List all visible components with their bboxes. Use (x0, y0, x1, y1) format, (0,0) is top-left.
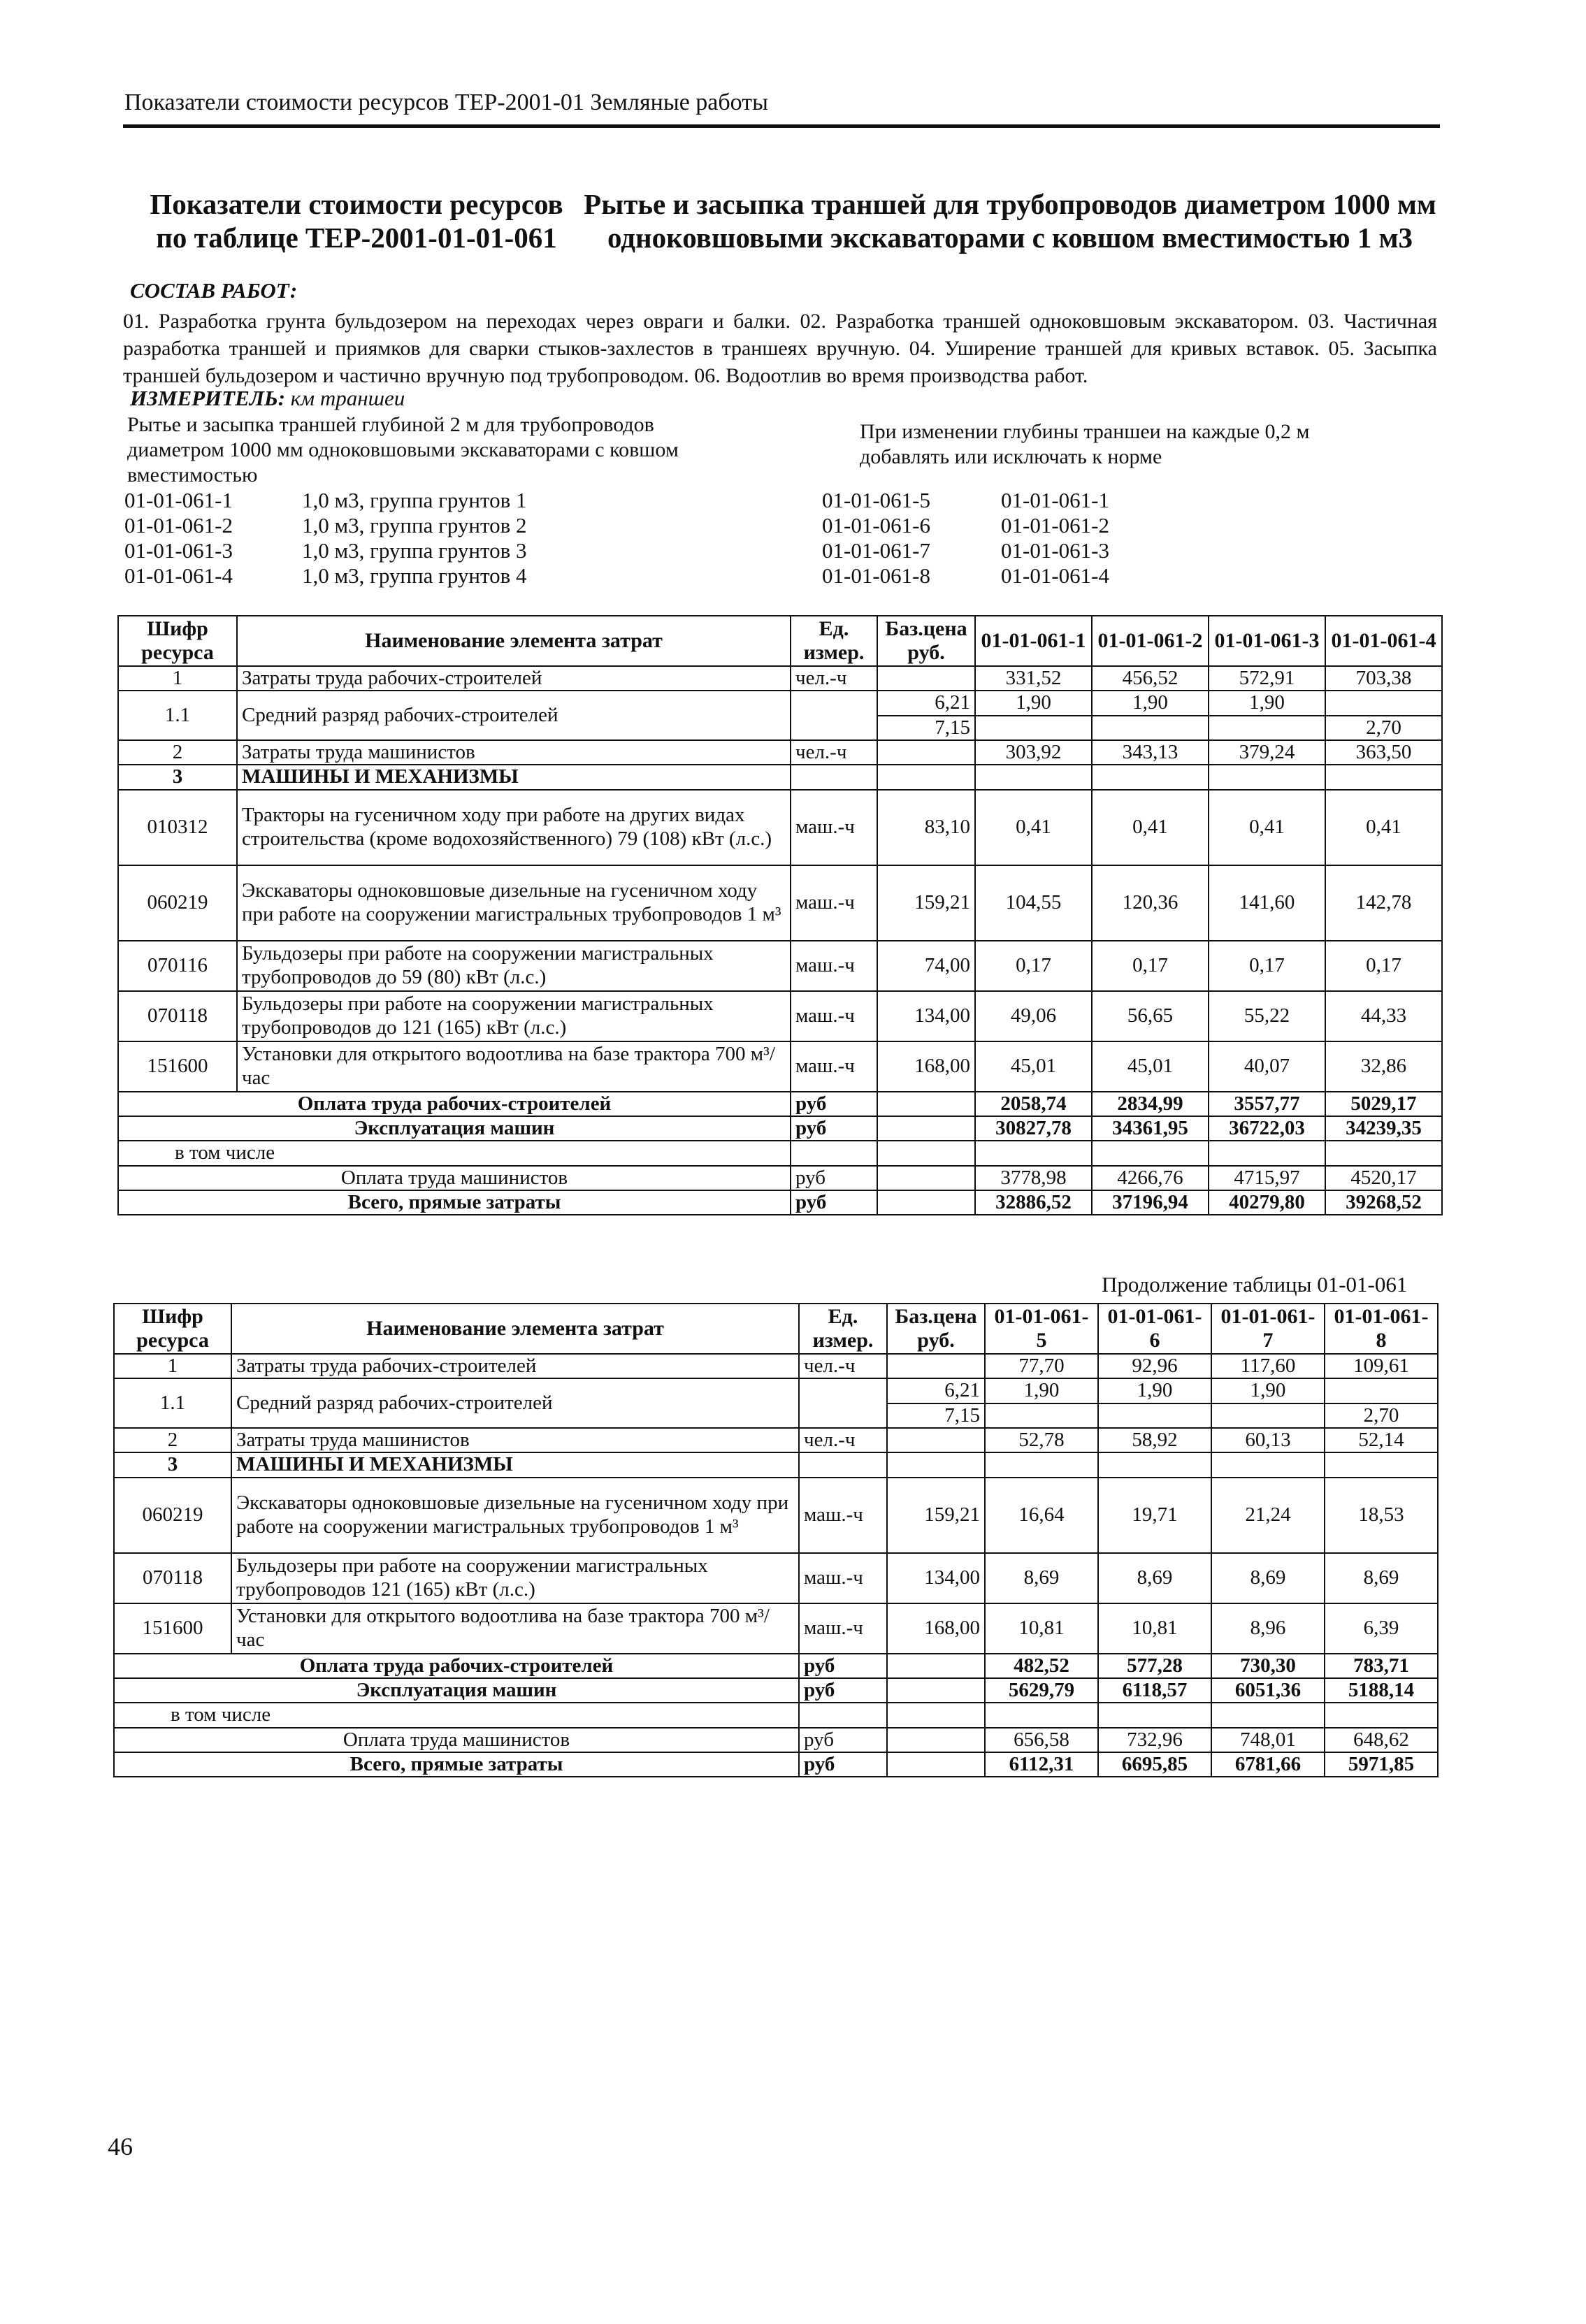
row-code: 010312 (118, 790, 237, 865)
row-value (985, 1452, 1098, 1477)
row-value: 1,90 (1209, 691, 1325, 715)
row-value (975, 716, 1092, 740)
row-name: Бульдозеры при работе на сооружении магистральных трубопроводов 121 (165) кВт (л.с.) (231, 1553, 799, 1603)
row-value: 572,91 (1209, 666, 1325, 691)
summary-value: 36722,03 (1209, 1116, 1325, 1141)
summary-unit: руб (791, 1092, 877, 1116)
row-value: 117,60 (1211, 1354, 1325, 1378)
header-col: 01-01-061-5 (985, 1304, 1098, 1354)
summary-value: 6051,36 (1211, 1678, 1325, 1703)
row-name: Экскаваторы одноковшовые дизельные на гусеничном ходу при работе на сооружении магистральных трубопроводов 1 м³ (231, 1478, 799, 1553)
row-price: 74,00 (877, 941, 975, 991)
summary-value: 4520,17 (1325, 1166, 1442, 1190)
row-code: 151600 (114, 1603, 231, 1654)
row-unit: маш.-ч (791, 1041, 877, 1092)
summary-value: 656,58 (985, 1728, 1098, 1752)
summary-value: 39268,52 (1325, 1190, 1442, 1215)
summary-value: 577,28 (1098, 1654, 1211, 1678)
running-header: Показатели стоимости ресурсов ТЕР-2001-01 Земляные работы (124, 89, 768, 115)
summary-name: Оплата труда рабочих-строителей (114, 1654, 799, 1678)
row-code: 070118 (118, 991, 237, 1041)
summary-value: 2058,74 (975, 1092, 1092, 1116)
row-value (1098, 1403, 1211, 1428)
row-price: 159,21 (887, 1478, 985, 1553)
row-name: Средний разряд рабочих-строителей (237, 691, 791, 740)
row-value: 1,90 (1211, 1378, 1325, 1403)
table-row (118, 765, 1442, 789)
summary-name: Всего, прямые затраты (114, 1752, 799, 1777)
summary-value: 783,71 (1325, 1654, 1438, 1678)
summary-value (1211, 1703, 1325, 1727)
table-row (114, 1378, 1438, 1403)
row-value: 703,38 (1325, 666, 1442, 691)
summary-unit (791, 1141, 877, 1165)
row-value: 104,55 (975, 865, 1092, 941)
summary-row (114, 1752, 1438, 1777)
summary-unit: руб (791, 1116, 877, 1141)
summary-value: 34239,35 (1325, 1116, 1442, 1141)
summary-value: 4715,97 (1209, 1166, 1325, 1190)
header-price: Баз.цена руб. (887, 1304, 985, 1354)
header-code: Шифр ресурса (114, 1304, 231, 1354)
summary-unit: руб (791, 1166, 877, 1190)
row-value: 109,61 (1325, 1354, 1438, 1378)
row-value: 1,90 (1098, 1378, 1211, 1403)
row-value: 45,01 (975, 1041, 1092, 1092)
header-code: Шифр ресурса (118, 616, 237, 666)
summary-name: Оплата труда машинистов (114, 1728, 799, 1752)
row-value: 45,01 (1092, 1041, 1209, 1092)
row-value: 18,53 (1325, 1478, 1438, 1553)
code: 01-01-061-6 (822, 513, 930, 537)
block-right-title: При изменении глубины траншеи на каждые 0,2 м добавлять или исключать к норме (860, 420, 1310, 468)
row-code: 1 (118, 666, 237, 691)
row-price (877, 1141, 975, 1165)
row-value: 363,50 (1325, 740, 1442, 765)
row-value: 52,78 (985, 1428, 1098, 1452)
table-row (114, 1553, 1438, 1603)
row-price: 7,15 (887, 1403, 985, 1428)
row-value: 8,69 (985, 1553, 1098, 1603)
row-price: 159,21 (877, 865, 975, 941)
row-value: 92,96 (1098, 1354, 1211, 1378)
summary-name: Эксплуатация машин (114, 1678, 799, 1703)
summary-value (985, 1703, 1098, 1727)
row-unit: маш.-ч (799, 1478, 887, 1553)
row-unit: чел.-ч (799, 1354, 887, 1378)
table-row (114, 1354, 1438, 1378)
row-value: 40,07 (1209, 1041, 1325, 1092)
page-number: 46 (108, 2132, 133, 2160)
summary-value: 6118,57 (1098, 1678, 1211, 1703)
row-name: Затраты труда рабочих-строителей (237, 666, 791, 691)
summary-value (1098, 1703, 1211, 1727)
meter-label: ИЗМЕРИТЕЛЬ: (130, 386, 286, 410)
summary-unit: руб (799, 1654, 887, 1678)
summary-value: 3778,98 (975, 1166, 1092, 1190)
table-row (114, 1452, 1438, 1477)
summary-value: 732,96 (1098, 1728, 1211, 1752)
row-unit (791, 765, 877, 789)
summary-row (114, 1678, 1438, 1703)
row-value: 142,78 (1325, 865, 1442, 941)
summary-value: 30827,78 (975, 1116, 1092, 1141)
row-name: Бульдозеры при работе на сооружении магистральных трубопроводов до 59 (80) кВт (л.с.) (237, 941, 791, 991)
summary-value: 34361,95 (1092, 1116, 1209, 1141)
row-price: 168,00 (877, 1041, 975, 1092)
row-value: 456,52 (1092, 666, 1209, 691)
summary-row (118, 1166, 1442, 1190)
summary-value: 5029,17 (1325, 1092, 1442, 1116)
table-row (118, 991, 1442, 1041)
code-ref: 01-01-061-4 (1001, 563, 1109, 588)
table-row (118, 691, 1442, 715)
header-unit: Ед. измер. (791, 616, 877, 666)
summary-unit: руб (799, 1678, 887, 1703)
row-code: 060219 (114, 1478, 231, 1553)
header-col: 01-01-061-2 (1092, 616, 1209, 666)
section-heading: МАШИНЫ И МЕХАНИЗМЫ (231, 1452, 799, 1477)
summary-name: Эксплуатация машин (118, 1116, 791, 1141)
table-header-row (114, 1304, 1438, 1354)
summary-value: 730,30 (1211, 1654, 1325, 1678)
row-price (887, 1752, 985, 1777)
table-row (118, 740, 1442, 765)
row-price (887, 1728, 985, 1752)
summary-value: 3557,77 (1209, 1092, 1325, 1116)
header-price: Баз.цена руб. (877, 616, 975, 666)
header-col: 01-01-061-6 (1098, 1304, 1211, 1354)
row-unit: маш.-ч (791, 991, 877, 1041)
row-price (877, 1116, 975, 1141)
summary-value: 6781,66 (1211, 1752, 1325, 1777)
table-title: Показатели стоимости ресурсов по таблице ТЕР-2001-01-01-061 (150, 188, 563, 254)
row-name: Установки для открытого водоотлива на базе трактора 700 м³/час (237, 1041, 791, 1092)
code: 01-01-061-4 (124, 563, 233, 588)
row-unit: маш.-ч (799, 1603, 887, 1654)
code-description: 1,0 м3, группа грунтов 3 (302, 538, 527, 563)
row-value (1325, 1452, 1438, 1477)
cost-table-2 (113, 1303, 1439, 1777)
row-name: Затраты труда рабочих-строителей (231, 1354, 799, 1378)
summary-value (1209, 1141, 1325, 1165)
code-list-right-1 (822, 488, 1109, 513)
row-unit: маш.-ч (791, 941, 877, 991)
code-ref: 01-01-061-1 (1001, 488, 1109, 512)
code: 01-01-061-5 (822, 488, 930, 512)
row-unit: маш.-ч (799, 1553, 887, 1603)
row-value: 0,41 (975, 790, 1092, 865)
header-rule (123, 124, 1440, 128)
row-price: 83,10 (877, 790, 975, 865)
code-list-right-4 (822, 563, 1109, 589)
row-value (1209, 716, 1325, 740)
table-row (118, 865, 1442, 941)
header-name: Наименование элемента затрат (231, 1304, 799, 1354)
code: 01-01-061-3 (124, 538, 233, 563)
summary-name: Оплата труда машинистов (118, 1166, 791, 1190)
row-price (877, 1092, 975, 1116)
code: 01-01-061-2 (124, 513, 233, 537)
code-ref: 01-01-061-2 (1001, 513, 1109, 537)
summary-unit: руб (791, 1190, 877, 1215)
row-name: Тракторы на гусеничном ходу при работе на других видах строительства (кроме водохозяйственного) 79 (108) кВт (л.с.) (237, 790, 791, 865)
row-code: 151600 (118, 1041, 237, 1092)
row-unit: маш.-ч (791, 790, 877, 865)
row-value: 0,41 (1092, 790, 1209, 865)
header-col: 01-01-061-7 (1211, 1304, 1325, 1354)
summary-value: 6112,31 (985, 1752, 1098, 1777)
code-list-left-2 (124, 513, 527, 538)
row-price (877, 1166, 975, 1190)
row-code: 070116 (118, 941, 237, 991)
row-name: Установки для открытого водоотлива на базе трактора 700 м³/час (231, 1603, 799, 1654)
row-value: 55,22 (1209, 991, 1325, 1041)
header-col: 01-01-061-3 (1209, 616, 1325, 666)
cost-table-1 (117, 615, 1443, 1215)
row-price (877, 740, 975, 765)
row-value (985, 1403, 1098, 1428)
row-unit: чел.-ч (791, 666, 877, 691)
row-value (975, 765, 1092, 789)
table-row (114, 1478, 1438, 1553)
row-name: Затраты труда машинистов (231, 1428, 799, 1452)
summary-row (114, 1654, 1438, 1678)
row-price (887, 1428, 985, 1452)
row-value: 52,14 (1325, 1428, 1438, 1452)
row-unit (799, 1378, 887, 1428)
header-col: 01-01-061-8 (1325, 1304, 1438, 1354)
summary-value: 40279,80 (1209, 1190, 1325, 1215)
row-value (1325, 691, 1442, 715)
summary-unit (799, 1703, 887, 1727)
meter-value: км траншеи (290, 386, 405, 410)
table-row (114, 1603, 1438, 1654)
summary-value: 5629,79 (985, 1678, 1098, 1703)
summary-value: 4266,76 (1092, 1166, 1209, 1190)
row-value: 60,13 (1211, 1428, 1325, 1452)
table-row (118, 790, 1442, 865)
header-unit: Ед. измер. (799, 1304, 887, 1354)
row-code: 070118 (114, 1553, 231, 1603)
code-description: 1,0 м3, группа грунтов 4 (302, 563, 527, 588)
row-value: 0,41 (1209, 790, 1325, 865)
header-col: 01-01-061-4 (1325, 616, 1442, 666)
code-list-right-3 (822, 538, 1109, 563)
row-unit: чел.-ч (799, 1428, 887, 1452)
code-description: 1,0 м3, группа грунтов 2 (302, 513, 527, 537)
meter-line (130, 386, 405, 411)
row-unit (799, 1452, 887, 1477)
table-row (118, 666, 1442, 691)
row-value: 0,17 (1325, 941, 1442, 991)
table-row (114, 1428, 1438, 1452)
row-value: 56,65 (1092, 991, 1209, 1041)
row-value: 331,52 (975, 666, 1092, 691)
header-col: 01-01-061-1 (975, 616, 1092, 666)
row-unit: чел.-ч (791, 740, 877, 765)
row-value: 0,17 (1092, 941, 1209, 991)
row-value: 120,36 (1092, 865, 1209, 941)
summary-name: в том числе (118, 1141, 791, 1165)
row-code: 1.1 (114, 1378, 231, 1428)
summary-value: 2834,99 (1092, 1092, 1209, 1116)
row-value: 0,17 (1209, 941, 1325, 991)
row-price (887, 1678, 985, 1703)
code-description: 1,0 м3, группа грунтов 1 (302, 488, 527, 512)
row-value: 10,81 (1098, 1603, 1211, 1654)
summary-value (1325, 1141, 1442, 1165)
row-value: 10,81 (985, 1603, 1098, 1654)
code-list-right-2 (822, 513, 1109, 538)
code-list-left-4 (124, 563, 527, 589)
summary-row (118, 1190, 1442, 1215)
summary-row (114, 1728, 1438, 1752)
row-unit: маш.-ч (791, 865, 877, 941)
row-price (877, 765, 975, 789)
row-value: 49,06 (975, 991, 1092, 1041)
row-price (887, 1354, 985, 1378)
header-name: Наименование элемента затрат (237, 616, 791, 666)
row-price (877, 1190, 975, 1215)
row-value: 0,41 (1325, 790, 1442, 865)
row-value (1211, 1452, 1325, 1477)
summary-value: 748,01 (1211, 1728, 1325, 1752)
summary-name: в том числе (114, 1703, 799, 1727)
row-code: 3 (114, 1452, 231, 1477)
row-code: 2 (114, 1428, 231, 1452)
row-value: 379,24 (1209, 740, 1325, 765)
works-description: 01. Разработка грунта бульдозером на переходах через овраги и балки. 02. Разработка траншей одноковшовым экскаватором. 03. Частичная разработка траншей и приямков для сварки стыков-захлестов в траншеях вручную. 04. Уширение траншей для кривых вставок. 05. Засыпка траншей бульдозером и частично вручную под трубопроводом. 06. Водоотлив во время производства работ. (123, 310, 1437, 387)
row-value: 58,92 (1098, 1428, 1211, 1452)
row-value: 2,70 (1325, 1403, 1438, 1428)
row-price: 6,21 (887, 1378, 985, 1403)
row-code: 1.1 (118, 691, 237, 740)
row-price (887, 1703, 985, 1727)
row-value: 77,70 (985, 1354, 1098, 1378)
code: 01-01-061-1 (124, 488, 233, 512)
row-code: 1 (114, 1354, 231, 1378)
summary-row (114, 1703, 1438, 1727)
row-unit (791, 691, 877, 740)
continuation-label: Продолжение таблицы 01-01-061 (1102, 1272, 1408, 1297)
summary-value (1325, 1703, 1438, 1727)
row-value: 1,90 (985, 1378, 1098, 1403)
row-value: 141,60 (1209, 865, 1325, 941)
row-value: 8,69 (1098, 1553, 1211, 1603)
row-value: 21,24 (1211, 1478, 1325, 1553)
row-value (1325, 765, 1442, 789)
row-code: 3 (118, 765, 237, 789)
row-value (1209, 765, 1325, 789)
row-price: 168,00 (887, 1603, 985, 1654)
row-value: 1,90 (975, 691, 1092, 715)
section-heading: МАШИНЫ И МЕХАНИЗМЫ (237, 765, 791, 789)
summary-row (118, 1116, 1442, 1141)
row-value: 1,90 (1092, 691, 1209, 715)
summary-unit: руб (799, 1728, 887, 1752)
summary-value: 37196,94 (1092, 1190, 1209, 1215)
row-value (1211, 1403, 1325, 1428)
summary-value: 648,62 (1325, 1728, 1438, 1752)
row-price: 7,15 (877, 716, 975, 740)
works-label: СОСТАВ РАБОТ: (130, 278, 298, 303)
summary-value (1092, 1141, 1209, 1165)
table-header-row (118, 616, 1442, 666)
block-left-title: Рытье и засыпка траншей глубиной 2 м для трубопроводов диаметром 1000 мм одноковшовыми экскаваторами с ковшом вместимостью (127, 413, 679, 486)
table-row (118, 941, 1442, 991)
row-value: 8,69 (1211, 1553, 1325, 1603)
summary-value (975, 1141, 1092, 1165)
row-value (1325, 1378, 1438, 1403)
row-value (1098, 1452, 1211, 1477)
summary-value: 32886,52 (975, 1190, 1092, 1215)
row-value: 0,17 (975, 941, 1092, 991)
code-list-left-1 (124, 488, 527, 513)
code-ref: 01-01-061-3 (1001, 538, 1109, 563)
row-price (887, 1452, 985, 1477)
work-title: Рытье и засыпка траншей для трубопроводов диаметром 1000 мм одноковшовыми экскаваторами с ковшом вместимостью 1 м3 (584, 188, 1436, 254)
row-value: 19,71 (1098, 1478, 1211, 1553)
code: 01-01-061-8 (822, 563, 930, 588)
row-value: 8,69 (1325, 1553, 1438, 1603)
summary-value: 5971,85 (1325, 1752, 1438, 1777)
row-name: Экскаваторы одноковшовые дизельные на гусеничном ходу при работе на сооружении магистральных трубопроводов 1 м³ (237, 865, 791, 941)
row-price (887, 1654, 985, 1678)
row-value: 2,70 (1325, 716, 1442, 740)
summary-row (118, 1141, 1442, 1165)
row-value: 16,64 (985, 1478, 1098, 1553)
row-value: 6,39 (1325, 1603, 1438, 1654)
summary-unit: руб (799, 1752, 887, 1777)
code-list-left-3 (124, 538, 527, 563)
row-code: 060219 (118, 865, 237, 941)
summary-value: 482,52 (985, 1654, 1098, 1678)
row-value: 44,33 (1325, 991, 1442, 1041)
summary-value: 6695,85 (1098, 1752, 1211, 1777)
row-price: 134,00 (887, 1553, 985, 1603)
row-price: 6,21 (877, 691, 975, 715)
row-value: 32,86 (1325, 1041, 1442, 1092)
row-value: 8,96 (1211, 1603, 1325, 1654)
summary-row (118, 1092, 1442, 1116)
row-code: 2 (118, 740, 237, 765)
table-row (118, 1041, 1442, 1092)
row-price: 134,00 (877, 991, 975, 1041)
row-name: Бульдозеры при работе на сооружении магистральных трубопроводов до 121 (165) кВт (л.с.) (237, 991, 791, 1041)
row-name: Средний разряд рабочих-строителей (231, 1378, 799, 1428)
summary-value: 5188,14 (1325, 1678, 1438, 1703)
row-value (1092, 765, 1209, 789)
summary-name: Оплата труда рабочих-строителей (118, 1092, 791, 1116)
row-value: 343,13 (1092, 740, 1209, 765)
code: 01-01-061-7 (822, 538, 930, 563)
row-value: 303,92 (975, 740, 1092, 765)
row-price (877, 666, 975, 691)
row-value (1092, 716, 1209, 740)
summary-name: Всего, прямые затраты (118, 1190, 791, 1215)
row-name: Затраты труда машинистов (237, 740, 791, 765)
